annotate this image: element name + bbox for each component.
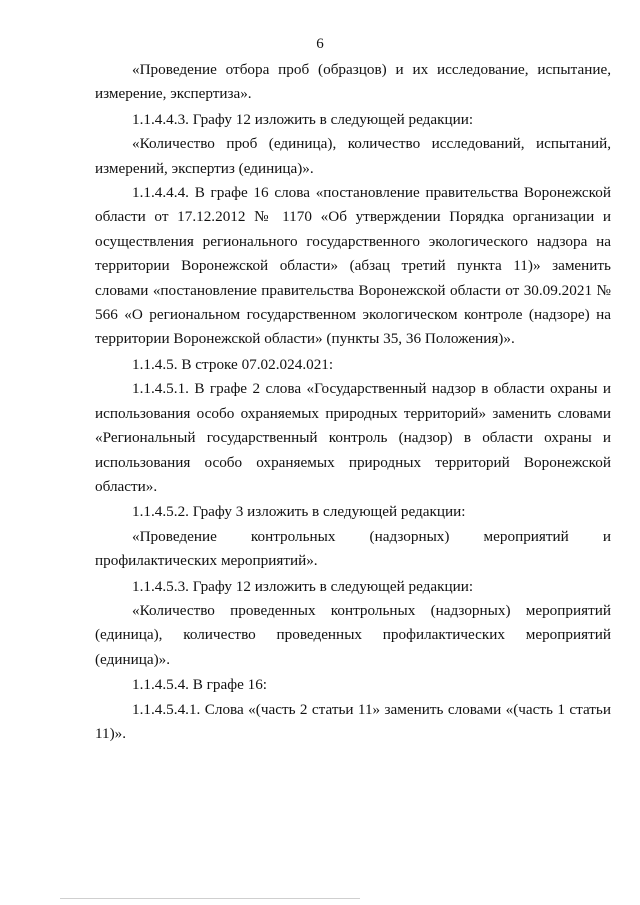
paragraph-1-1-4-4-3: 1.1.4.4.3. Графу 12 изложить в следующей редакции: [132, 110, 474, 128]
paragraph-1-1-4-5-4-1: 1.1.4.5.4.1. Слова «(часть 2 статьи 11» заменить словами «(часть 1 статьи 11)». [95, 700, 611, 742]
paragraph-1-1-4-5-2: 1.1.4.5.2. Графу 3 изложить в следующей редакции: [132, 503, 466, 521]
paragraph-1-1-4-5-3: 1.1.4.5.3. Графу 12 изложить в следующей редакции: [132, 577, 474, 595]
paragraph-1-1-4-5-4: 1.1.4.5.4. В графе 16: [132, 676, 268, 694]
paragraph-1-1-4-5-1: 1.1.4.5.1. В графе 2 слова «Государственный надзор в области охраны и использования особо охраняемых природных территорий» заменить словами «Региональный государственный контроль (надзор) в области охраны и использования особо охраняемых природных территорий Воронежской области». [95, 380, 611, 495]
page-number: 6 [316, 36, 324, 52]
paragraph-quote-control-measures: «Проведение контрольных (надзорных) мероприятий и профилактических мероприятий». [95, 527, 611, 570]
paragraph-quote-measure-count: «Количество проведенных контрольных (надзорных) мероприятий (единица), количество проведенных профилактических мероприятий (единица)». [95, 601, 611, 668]
paragraph-quote-sample-count: «Количество проб (единица), количество исследований, испытаний, измерений, экспертиз (единица)». [95, 135, 611, 177]
paragraph-1-1-4-4-4: 1.1.4.4.4. В графе 16 слова «постановление правительства Воронежской области от 17.12.2012 № 1170 «Об утверждении Порядка организации и осуществления регионального государственного экологического надзора на территории Воронежской области» (абзац третий пункта 11)» заменить словами «постановление правительства Воронежской области от 30.09.2021 № 566 «О региональном государственном экологическом контроле (надзоре) на территории Воронежской области» (пункты 35, 36 Положения)». [95, 184, 611, 348]
document-body [95, 58, 611, 746]
paragraph-quote-sampling: «Проведение отбора проб (образцов) и их исследование, испытание, измерение, экспертиза». [95, 61, 611, 103]
paragraph-1-1-4-5: 1.1.4.5. В строке 07.02.024.021: [132, 355, 334, 373]
bottom-scan-line [60, 898, 360, 899]
